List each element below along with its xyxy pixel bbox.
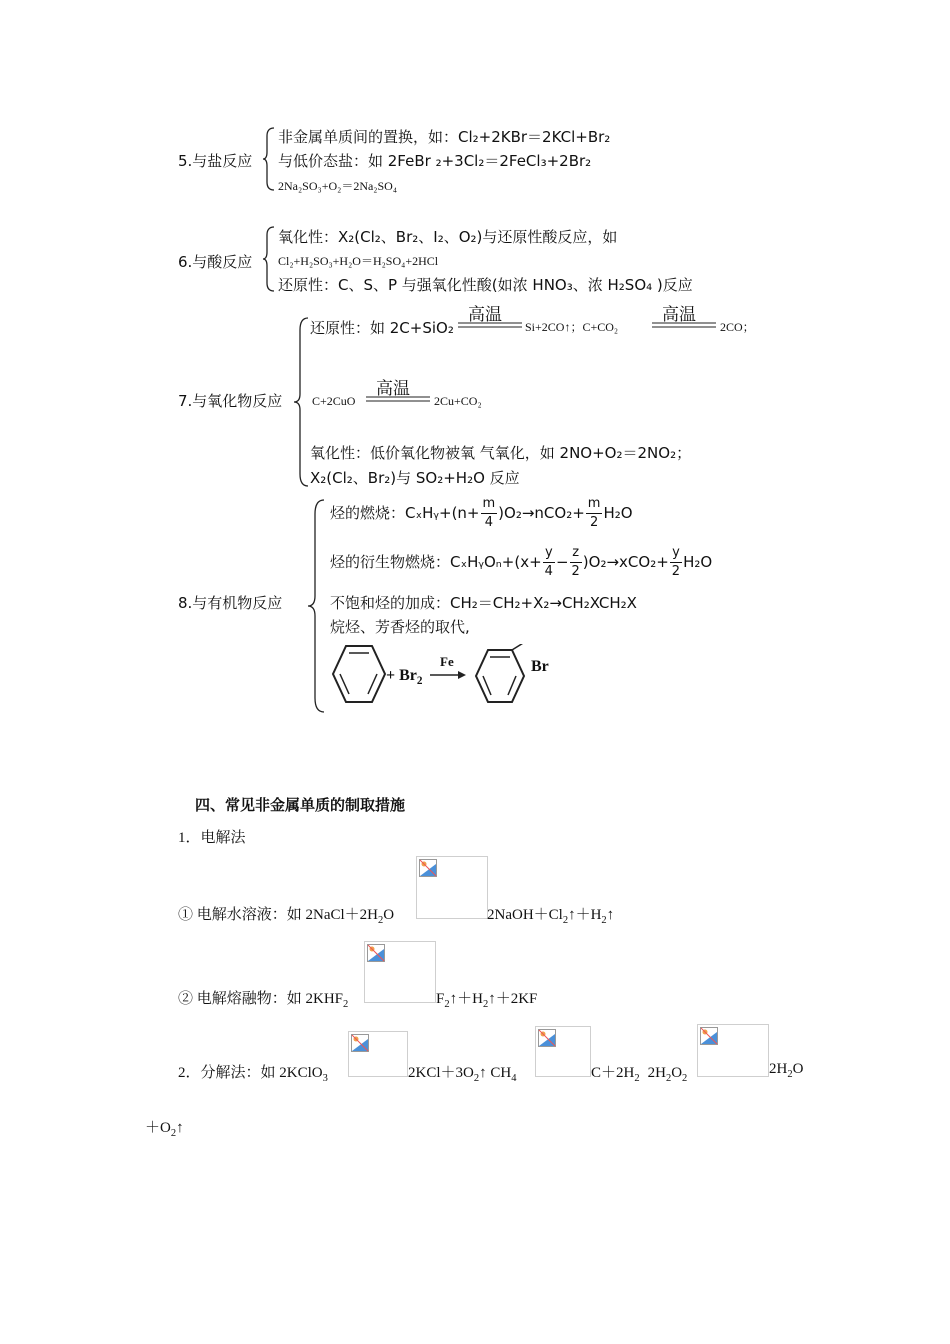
subscript: 4 [511,1073,517,1084]
s8-brace [306,498,326,714]
subscript: 2 [601,915,607,926]
text: ↑ [606,907,615,923]
minus-sign: − [555,553,569,571]
subscript: 2 [482,999,489,1010]
s6-line1: 氧化性：X₂(Cl₂、Br₂、I₂、O₂)与还原性酸反应，如 [278,228,618,246]
s8-fe-catalyst: Fe [440,654,454,669]
s5-line2: 与低价态盐：如 2FeBr ₂+3Cl₂＝2FeCl₃+2Br₂ [278,152,592,170]
fraction [670,544,682,581]
subscript: 2 [562,915,569,926]
fraction-numerator: y [543,544,555,563]
text: 2H [647,1065,666,1081]
s7-eq2 [652,322,716,328]
text: ↑＋H [568,907,602,923]
method1-title: 1．电解法 [178,830,246,846]
subscript: 2 [444,999,450,1010]
electrolysis-aqueous-products [487,903,614,926]
s8-line-d: 烷烃、芳香烃的取代, [330,618,470,636]
s8-line-b [330,543,712,581]
s8-b-pre: 烃的衍生物燃烧：CₓHᵧOₙ+(x+ [330,553,542,571]
s5-brace [262,126,276,192]
s7-a3: 2CO； [720,320,755,334]
section4-heading: 四、常见非金属单质的制取措施 [195,796,406,814]
text: ① 电解水溶液：如 2NaCl＋2H [178,907,378,923]
s5-line3: 2Na₂SO₃+O₂＝2Na₂SO₄ [278,179,398,193]
text: ↑＋2KF [488,991,538,1007]
broken-image-icon [416,856,488,919]
s7-brace [292,316,310,488]
broken-image-icon [364,941,436,1003]
fraction-denominator: 4 [544,564,553,579]
s8-a-post: H₂O [603,504,633,522]
subscript: 2 [170,1128,177,1139]
s7-b1: C+2CuO [312,394,356,408]
fraction-numerator: m [586,495,603,514]
decomposition-products-3 [769,1061,803,1080]
s5-line1: 非金属单质间的置换，如：Cl₂+2KBr＝2KCl+Br₂ [278,128,611,146]
s7-cond1: 高温 [468,305,502,325]
s7-cond2: 高温 [662,305,696,325]
reaction-arrow-icon [430,670,466,680]
electrolysis-aqueous [178,903,394,926]
text: 2KCl＋3O [408,1065,474,1081]
subscript: 2 [787,1069,793,1080]
fraction [586,495,603,532]
broken-image-icon [348,1031,408,1077]
s7-cond3: 高温 [376,379,410,399]
decomposition-kclo3 [178,1061,328,1084]
text: ＋O [145,1120,171,1136]
decomposition-products-1 [408,1061,516,1084]
text: O [383,907,395,923]
fraction-denominator: 2 [571,564,580,579]
text: O [671,1065,683,1081]
text: 2．分解法：如 2KClO [178,1065,323,1081]
decomposition-products-2 [591,1061,687,1084]
fraction [543,544,555,581]
subscript: 2 [343,999,349,1010]
fraction-denominator: 4 [484,515,493,530]
s8-plus-br: + Br [386,667,417,684]
fraction [570,544,582,581]
s6-line2: Cl₂+H₂SO₃+H₂O＝H₂SO₄+2HCl [278,254,439,268]
text: O [792,1061,804,1077]
subscript: 2 [634,1073,640,1084]
subscript: 2 [473,1073,480,1084]
text: C＋2H [591,1065,635,1081]
fraction-numerator: z [570,544,582,563]
s6-line3: 还原性：C、S、P 与强氧化性酸(如浓 HNO₃、浓 H₂SO₄ )反应 [278,276,693,294]
s5-label: 5.与盐反应 [178,152,253,170]
s7-c2: X₂(Cl₂、Br₂)与 SO₂+H₂O 反应 [310,469,520,487]
s8-label: 8.与有机物反应 [178,594,283,612]
s7-a2: Si+2CO↑；C+CO₂ [525,320,619,334]
subscript: 2 [665,1073,672,1084]
decomposition-products-4 [145,1116,184,1139]
subscript: 3 [322,1073,328,1084]
text: ↑ CH [479,1065,512,1081]
bromobenzene-icon [470,644,540,710]
fraction-denominator: 2 [589,515,599,530]
s6-label: 6.与酸反应 [178,253,253,271]
s8-b-post: H₂O [683,553,713,571]
s7-c1: 氧化性：低价氧化物被氧 气氧化，如 2NO+O₂＝2NO₂； [310,444,692,462]
text: ↑＋H [449,991,483,1007]
broken-image-icon [535,1026,591,1077]
subscript: 2 [378,915,384,926]
s7-eq3 [366,396,430,402]
fraction-numerator: m [481,495,498,514]
subscript: 2 [416,675,423,688]
broken-image-icon [697,1024,769,1077]
s8-line-c: 不饱和烃的加成：CH₂＝CH₂+X₂→CH₂XCH₂X [330,594,637,612]
subscript: 2 [682,1073,688,1084]
s7-label: 7.与氧化物反应 [178,392,283,410]
electrolysis-molten [178,987,348,1010]
text: 2NaOH＋Cl [487,907,563,923]
s6-brace [262,225,276,293]
s8-br-substituent: Br [531,658,549,675]
s7-b2: 2Cu+CO₂ [434,394,482,408]
s8-a-pre: 烃的燃烧：CₓHᵧ+(n+ [330,504,480,522]
s7-eq1 [458,322,522,328]
text: ② 电解熔融物：如 2KHF [178,991,344,1007]
s8-b-mid: )O₂→xCO₂+ [582,553,669,571]
electrolysis-molten-products [436,987,537,1010]
fraction-denominator: 2 [671,564,681,579]
text: ↑ [176,1120,184,1136]
fraction [481,495,498,532]
s8-br2 [386,667,422,687]
text: F [436,991,445,1007]
fraction-numerator: y [670,544,682,563]
s8-line-a [330,494,633,532]
s8-a-mid: )O₂→nCO₂+ [498,504,585,522]
text: 2H [769,1061,788,1077]
s7-a1: 还原性：如 2C+SiO₂ [310,319,454,337]
